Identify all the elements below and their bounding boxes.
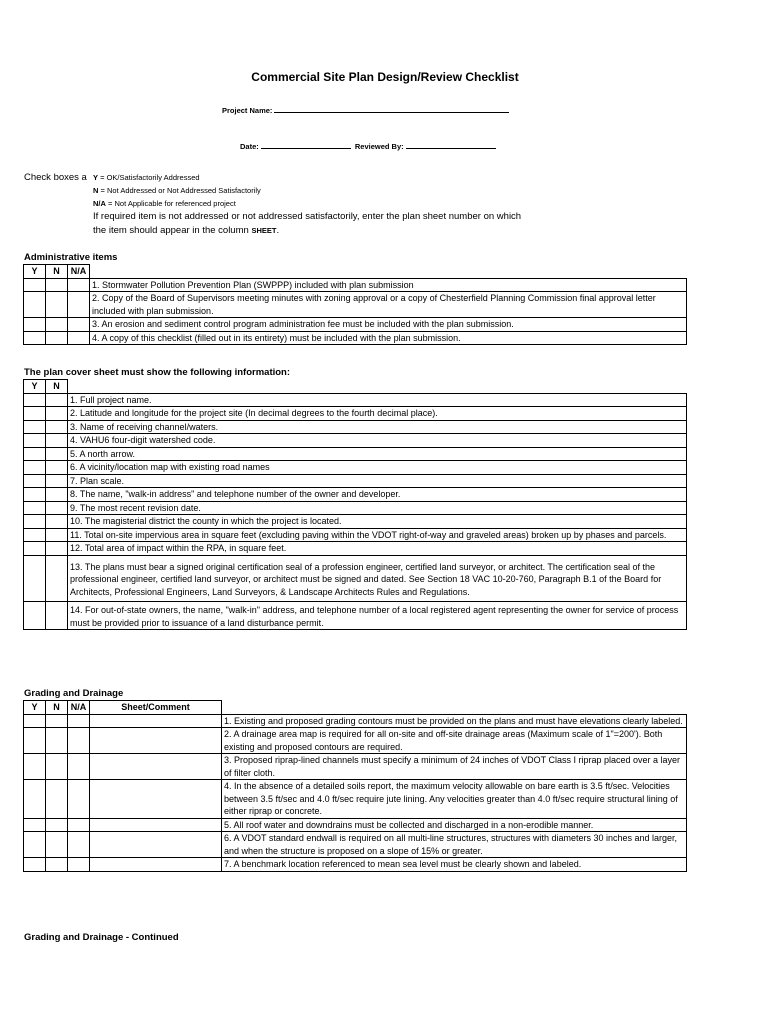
grading-table [23,700,687,872]
table-row [24,434,687,448]
date-label: Date: [240,142,259,151]
check-cell[interactable] [68,292,90,318]
col-n: N [46,701,68,715]
item-text: 8. The name, "walk-in address" and telephone number of the owner and developer. [68,488,687,502]
check-cell[interactable] [24,407,46,421]
check-cell[interactable] [46,407,68,421]
check-cell[interactable] [24,602,46,630]
item-text: 2. Latitude and longitude for the project site (In decimal degrees to the fourth decimal place). [68,407,687,421]
table-row [24,474,687,488]
table-row [24,555,687,602]
check-cell[interactable] [24,780,46,819]
table-row [24,331,687,345]
col-y: Y [24,701,46,715]
check-cell[interactable] [46,832,68,858]
check-cell[interactable] [24,488,46,502]
item-text: 7. A benchmark location referenced to mean sea level must be clearly shown and labeled. [222,858,687,872]
table-row [24,488,687,502]
item-text: 9. The most recent revision date. [68,501,687,515]
item-text: 1. Full project name. [68,393,687,407]
col-n: N [46,380,68,394]
grading-heading: Grading and Drainage [24,688,124,699]
sheet-comment-cell[interactable] [90,728,222,754]
table-row [24,728,687,754]
table-row [24,278,687,292]
check-cell[interactable] [24,754,46,780]
item-text: 4. VAHU6 four-digit watershed code. [68,434,687,448]
check-cell[interactable] [24,318,46,332]
check-cell[interactable] [46,420,68,434]
check-cell[interactable] [24,461,46,475]
item-text: 3. Proposed riprap-lined channels must specify a minimum of 24 inches of VDOT Class I riprap placed over a layer of filter cloth. [222,754,687,780]
check-cell[interactable] [68,318,90,332]
grading-header-row [24,701,687,715]
check-cell[interactable] [46,278,68,292]
check-cell[interactable] [68,728,90,754]
check-cell[interactable] [24,278,46,292]
check-cell[interactable] [46,602,68,630]
check-cell[interactable] [24,474,46,488]
check-cell[interactable] [46,728,68,754]
sheet-comment-cell[interactable] [90,780,222,819]
check-cell[interactable] [46,461,68,475]
table-row [24,714,687,728]
item-text: 2. Copy of the Board of Supervisors meeting minutes with zoning approval or a copy of Chesterfield Planning Commission final approval letter included with plan submission. [90,292,687,318]
check-cell[interactable] [24,292,46,318]
check-cell[interactable] [68,331,90,345]
sheet-comment-cell[interactable] [90,818,222,832]
item-text: 5. All roof water and downdrains must be collected and discharged in a non-erodible manner. [222,818,687,832]
item-text: 5. A north arrow. [68,447,687,461]
reviewed-by-line[interactable] [406,141,496,149]
check-cell[interactable] [46,318,68,332]
key-y: Y = OK/Satisfactorily Addressed [93,173,200,182]
table-row [24,501,687,515]
check-cell[interactable] [46,818,68,832]
check-cell[interactable] [24,447,46,461]
item-text: 14. For out-of-state owners, the name, "walk-in" address, and telephone number of a local registered agent representing the owner for service of process must be provided prior to issuance of a land disturbance permit. [68,602,687,630]
cover-table [23,379,687,630]
check-cell[interactable] [46,501,68,515]
table-row [24,318,687,332]
check-cell[interactable] [24,420,46,434]
item-text: 4. A copy of this checklist (filled out in its entirety) must be included with the plan submission. [90,331,687,345]
check-cell[interactable] [46,780,68,819]
table-row [24,858,687,872]
check-cell[interactable] [24,501,46,515]
table-row [24,515,687,529]
table-row [24,461,687,475]
check-cell[interactable] [24,714,46,728]
table-row [24,832,687,858]
check-cell[interactable] [24,728,46,754]
date-line[interactable] [261,141,351,149]
check-cell[interactable] [68,858,90,872]
cover-header-row [24,380,687,394]
key-na: N/A = Not Applicable for referenced project [93,199,236,208]
check-cell[interactable] [46,528,68,542]
sheet-comment-cell[interactable] [90,858,222,872]
item-text: 1. Stormwater Pollution Prevention Plan (SWPPP) included with plan submission [90,278,687,292]
check-cell[interactable] [24,434,46,448]
date-reviewer-row [240,141,496,151]
item-text: 3. An erosion and sediment control program administration fee must be included with the plan submission. [90,318,687,332]
check-cell[interactable] [24,555,46,602]
cover-heading: The plan cover sheet must show the following information: [24,367,291,378]
sheet-comment-cell[interactable] [90,754,222,780]
check-cell[interactable] [68,780,90,819]
check-cell[interactable] [68,714,90,728]
check-cell[interactable] [24,528,46,542]
item-text: 6. A vicinity/location map with existing road names [68,461,687,475]
check-cell[interactable] [24,515,46,529]
check-cell[interactable] [46,488,68,502]
table-row [24,447,687,461]
admin-header-row [24,265,687,279]
check-cell[interactable] [68,754,90,780]
page-title: Commercial Site Plan Design/Review Checklist [251,70,519,84]
table-row [24,420,687,434]
item-text: 10. The magisterial district the county in which the project is located. [68,515,687,529]
table-row [24,818,687,832]
table-row [24,754,687,780]
check-cell[interactable] [24,818,46,832]
check-cell[interactable] [46,474,68,488]
sheet-comment-cell[interactable] [90,714,222,728]
check-cell[interactable] [24,331,46,345]
item-text: 4. In the absence of a detailed soils report, the maximum velocity allowable on bare earth is 3.5 ft/sec. Velocities between 3.5 ft/sec and 4.0 ft/sec require jute lining. Any velocities greater than 4.0 ft/sec require structural lining of either riprap or concrete. [222,780,687,819]
item-text: 6. A VDOT standard endwall is required on all multi-line structures, structures with diameters 30 inches and larger, and when the structure is proposed on a slope of 15% or greater. [222,832,687,858]
col-y: Y [24,380,46,394]
check-cell[interactable] [24,858,46,872]
col-y: Y [24,265,46,279]
table-row [24,528,687,542]
check-cell[interactable] [24,832,46,858]
table-row [24,780,687,819]
check-cell[interactable] [46,714,68,728]
check-cell[interactable] [46,754,68,780]
project-name-label: Project Name: [222,106,273,115]
check-cell[interactable] [46,447,68,461]
admin-table [23,264,687,345]
item-text: 1. Existing and proposed grading contours must be provided on the plans and must have elevations clearly labeled. [222,714,687,728]
check-cell[interactable] [68,278,90,292]
note-line-1: If required item is not addressed or not addressed satisfactorily, enter the plan sheet number on which [93,211,522,222]
key-n: N = Not Addressed or Not Addressed Satisfactorily [93,186,261,195]
table-row [24,602,687,630]
check-cell[interactable] [46,331,68,345]
check-boxes-label: Check boxes a [24,172,87,183]
col-na: N/A [68,701,90,715]
check-cell[interactable] [46,858,68,872]
col-sheet-comment: Sheet/Comment [90,701,222,715]
project-name-field[interactable] [222,105,509,115]
item-text: 2. A drainage area map is required for all on-site and off-site drainage areas (Maximum scale of 1"=200'). Both existing and proposed contours are required. [222,728,687,754]
check-cell[interactable] [24,393,46,407]
item-text: 13. The plans must bear a signed original certification seal of a profession engineer, certified land surveyor, or architect. The certification seal of the professional engineer, certified land surveyor, or architect must be signed and dated. See Section 18 VAC 10-20-760, Paragraph B.1 of the Board for Architects, Professional Engineers, Land Surveyors, & Landscape Architects Rules and Regulations. [68,555,687,602]
item-text: 3. Name of receiving channel/waters. [68,420,687,434]
project-name-line [274,105,509,113]
item-text: 12. Total area of impact within the RPA, in square feet. [68,542,687,556]
table-row [24,542,687,556]
check-cell[interactable] [24,542,46,556]
item-text: 7. Plan scale. [68,474,687,488]
note-line-2: the item should appear in the column SHEET. [93,225,280,236]
check-cell[interactable] [46,515,68,529]
grading-continued-heading: Grading and Drainage - Continued [24,932,179,943]
check-cell[interactable] [46,393,68,407]
col-n: N [46,265,68,279]
admin-heading: Administrative items [24,252,118,263]
check-cell[interactable] [68,832,90,858]
reviewed-by-label: Reviewed By: [354,142,404,151]
table-row [24,393,687,407]
table-row [24,292,687,318]
check-cell[interactable] [68,818,90,832]
check-cell[interactable] [46,555,68,602]
item-text: 11. Total on-site impervious area in square feet (excluding paving within the VDOT right-of-way and graveled areas) broken up by phases and parcels. [68,528,687,542]
check-cell[interactable] [46,542,68,556]
check-cell[interactable] [46,434,68,448]
sheet-comment-cell[interactable] [90,832,222,858]
table-row [24,407,687,421]
check-cell[interactable] [46,292,68,318]
col-na: N/A [68,265,90,279]
